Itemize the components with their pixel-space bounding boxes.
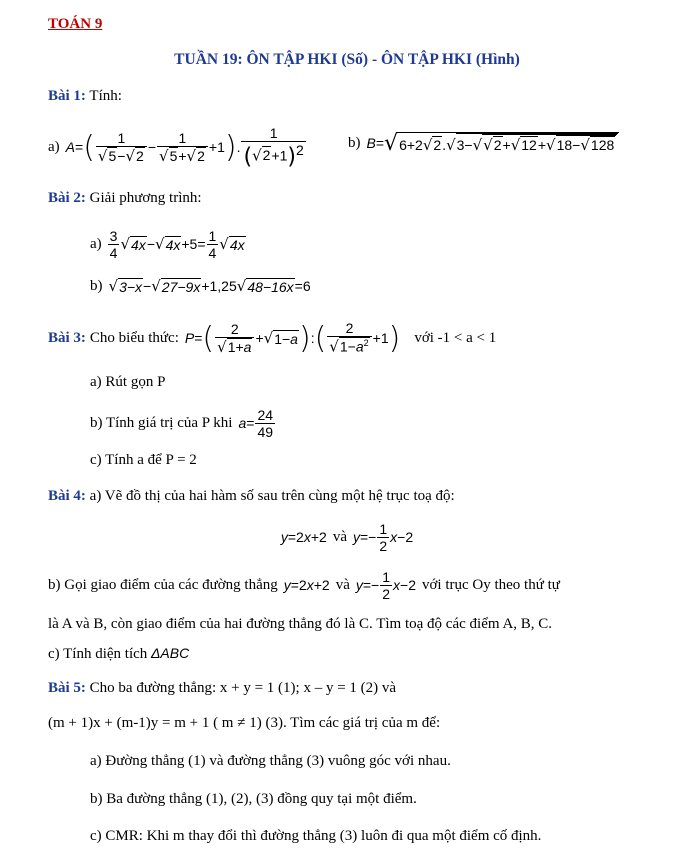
bai3-formula: P = ( $\frac{2}{√1+a}$ + √ 1−a ) : ( $\frac{2}{√1-a^2}$ +1 ) xyxy=(184,320,401,356)
bai3-text: Cho biểu thức: xyxy=(89,329,179,346)
bai4-text: a) Vẽ đồ thị của hai hàm số sau trên cùng một hệ trục toạ độ: xyxy=(89,488,455,504)
bai5-a: a) Đường thẳng (1) và đường thẳng (3) vuông góc với nhau. xyxy=(90,753,451,769)
bai4-b-line1: b) Gọi giao điểm của các đường thẳng y =2 x +2 và y =− $\frac{1}{2}$ x −2 với trục Oy theo thứ tự xyxy=(48,568,560,602)
bai4-label: Bài 4: xyxy=(48,488,86,504)
bai2-text: Giải phương trình: xyxy=(89,190,202,206)
bai5-line1: Cho ba đường thẳng: x + y = 1 (1); x – y = 1 (2) và xyxy=(89,680,397,696)
bai4-c-triangle: ΔABC xyxy=(151,645,190,661)
bai2-a-prefix: a) xyxy=(90,235,102,252)
bai3-condition: với -1 < a < 1 xyxy=(414,329,497,346)
bai4-heading xyxy=(48,488,455,505)
bai3-b-value: a = $\frac{24}{49}$ xyxy=(238,406,274,440)
bai1-b-prefix: b) xyxy=(348,134,361,151)
bai4-functions: y =2 x +2 và y =− $\frac{1}{2}$ x −2 xyxy=(280,520,414,554)
bai1-text: Tính: xyxy=(89,88,122,104)
week-title: TUẦN 19: ÔN TẬP HKI (Số) - ÔN TẬP HKI (Hình) xyxy=(174,51,520,68)
bai4-b-end: với trục Oy theo thứ tự xyxy=(421,576,560,593)
bai4-c xyxy=(48,645,189,663)
bai5-label: Bài 5: xyxy=(48,680,86,696)
bai3-heading xyxy=(48,316,496,360)
bai4-b-mid: và xyxy=(335,576,350,593)
bai2-b-prefix: b) xyxy=(90,277,103,294)
bai4-c-text: c) Tính diện tích xyxy=(48,646,148,662)
bai2-label: Bài 2: xyxy=(48,190,86,206)
bai5-line2: (m + 1)x + (m-1)y = m + 1 ( m ≠ 1) (3). Tìm các giá trị của m để: xyxy=(48,715,441,731)
bai2-b: b) √ 3−x − √ 27−9x +1,25 √ 48−16x =6 xyxy=(90,277,311,295)
bai2-a: a) $\frac{3}{4}$ √ 4x − √ 4x +5= $\frac{1}{4}$ √ 4x xyxy=(90,227,245,261)
bai3-b xyxy=(90,404,276,442)
bai1-heading xyxy=(48,88,122,105)
bai5-heading xyxy=(48,680,396,697)
bai1-a-prefix: a) xyxy=(48,138,60,155)
bai3-a: a) Rút gọn P xyxy=(90,374,166,390)
subject-title: TOÁN 9 xyxy=(48,16,103,32)
bai5-c: c) CMR: Khi m thay đổi thì đường thẳng (3) luôn đi qua một điểm cố định. xyxy=(90,828,542,844)
bai2-heading xyxy=(48,190,202,207)
bai3-label: Bài 3: xyxy=(48,329,86,346)
bai3-b-text: b) Tính giá trị của P khi xyxy=(90,414,233,431)
bai5-b: b) Ba đường thẳng (1), (2), (3) đồng quy tại một điểm. xyxy=(90,791,417,807)
bai1-label: Bài 1: xyxy=(48,88,86,104)
bai4-b-line2: là A và B, còn giao điểm của hai đường thẳng đó là C. Tìm toạ độ các điểm A, B, C. xyxy=(48,616,553,632)
bai1-b: b) B = √ 6+2√2.√3−√√2+√12+√18−√128 xyxy=(348,126,619,160)
bai3-c: c) Tính a để P = 2 xyxy=(90,452,197,468)
bai4-b-start: b) Gọi giao điểm của các đường thẳng xyxy=(48,576,278,593)
bai1-a: a) A = ( $\frac{1}{√5-√2}$ − $\frac{1}{√5+√2}$ +1 ) . $\frac{1}{(√2+1)^2}$ xyxy=(48,124,304,170)
